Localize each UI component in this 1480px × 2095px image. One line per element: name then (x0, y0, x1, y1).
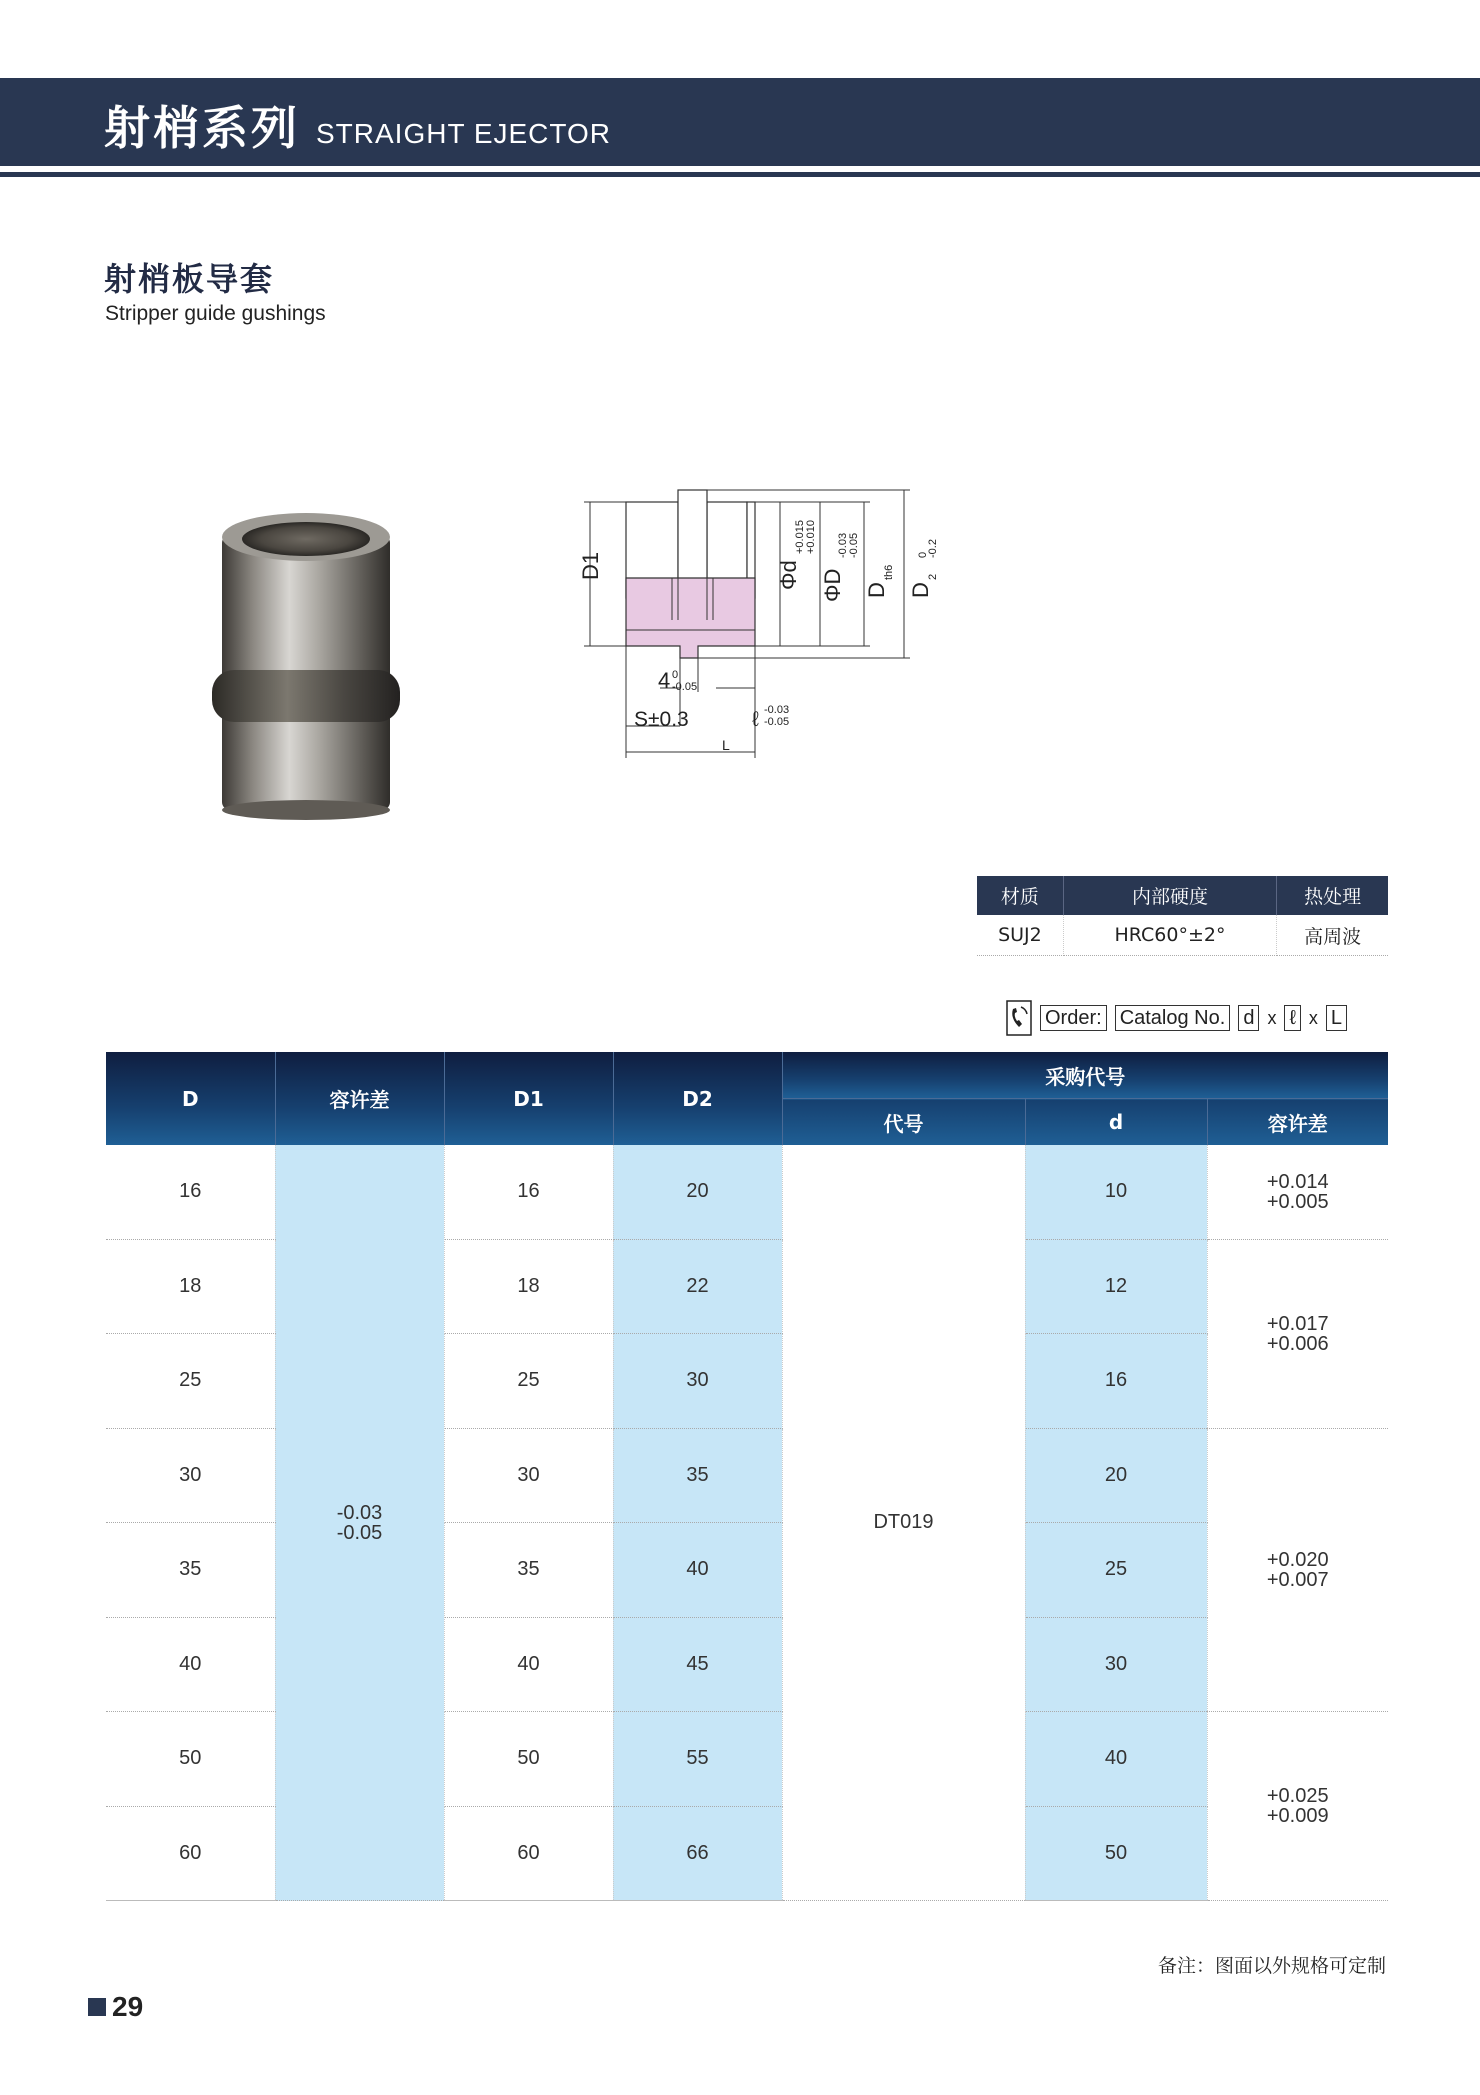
header-title-en: STRAIGHT EJECTOR (316, 118, 612, 149)
cell-D1: 25 (444, 1334, 613, 1429)
d-tolerance-lower: +0.005 (1266, 1190, 1329, 1213)
phone-icon (1006, 1000, 1032, 1036)
cell-d: 16 (1025, 1334, 1207, 1429)
cell-D2: 66 (613, 1806, 782, 1901)
mat-value-hardness: HRC60°±2° (1063, 915, 1276, 956)
drawing-label-d2-sub: 2 (927, 573, 939, 580)
drawing-tol-d2-lower: -0.2 (927, 539, 939, 558)
d-tolerance-lower: +0.007 (1266, 1568, 1329, 1591)
cell-D2: 40 (613, 1523, 782, 1618)
header-D1: D1 (444, 1052, 613, 1145)
mat-value-heat: 高周波 (1277, 915, 1388, 956)
drawing-label-d1: D1 (578, 551, 603, 580)
header-d-tolerance: 容许差 (1207, 1099, 1388, 1146)
header-d: d (1025, 1099, 1207, 1146)
header-title-cn: 射梢系列 (104, 101, 300, 155)
d-tolerance-lower: +0.009 (1266, 1805, 1329, 1827)
header-code: 代号 (782, 1099, 1025, 1146)
cell-D1: 35 (444, 1523, 613, 1618)
cell-D1: 16 (444, 1145, 613, 1239)
drawing-tol-l-small-lower: -0.05 (764, 716, 790, 728)
order-line (1006, 998, 1347, 1038)
drawing-label-phi-D: ΦD (820, 568, 845, 602)
cell-d: 30 (1025, 1617, 1207, 1712)
cell-D2: 20 (613, 1145, 782, 1239)
order-catalog: Catalog No. (1115, 1005, 1231, 1031)
cell-D1: 18 (444, 1239, 613, 1334)
cell-D1: 40 (444, 1617, 613, 1712)
cell-d: 40 (1025, 1712, 1207, 1807)
cell-d-tolerance (1207, 1145, 1388, 1239)
cell-D2: 30 (613, 1334, 782, 1429)
page-marker (88, 1998, 106, 2016)
drawing-label-phi-d: Φd (776, 560, 801, 590)
cell-D: 18 (106, 1239, 275, 1334)
d-tolerance-upper: +0.014 (1266, 1170, 1329, 1193)
cell-d: 20 (1025, 1428, 1207, 1523)
drawing-label-th6: th6 (883, 564, 895, 580)
page-number: 29 (112, 1991, 144, 2022)
cell-D1: 30 (444, 1428, 613, 1523)
cell-D: 30 (106, 1428, 275, 1523)
drawing-tol-d2-upper: 0 (917, 551, 929, 558)
mat-header-material: 材质 (977, 876, 1063, 915)
section-title-en: Stripper guide gushings (105, 302, 326, 325)
footer-note: 备注：图面以外规格可定制 (1158, 1955, 1387, 1977)
cell-tolerance-shared (275, 1145, 444, 1901)
cell-d: 12 (1025, 1239, 1207, 1334)
order-label: Order: (1040, 1005, 1107, 1031)
material-table (977, 876, 1388, 956)
spec-table (106, 1052, 1388, 1901)
cell-code-shared: DT019 (782, 1145, 1025, 1901)
order-x1: x (1267, 1007, 1277, 1028)
product-photo (200, 510, 420, 820)
order-x2: x (1308, 1007, 1318, 1028)
header-D2: D2 (613, 1052, 782, 1145)
order-l: L (1326, 1005, 1347, 1031)
drawing-tol-phi-d-upper: +0.015 (794, 520, 806, 554)
drawing-tol-phi-d-lower: +0.010 (805, 520, 817, 554)
cell-D: 60 (106, 1806, 275, 1901)
cell-D: 35 (106, 1523, 275, 1618)
header-tolerance: 容许差 (275, 1052, 444, 1145)
mat-header-heat: 热处理 (1277, 876, 1388, 915)
section-highlight (626, 578, 755, 658)
section-title-cn: 射梢板导套 (104, 260, 275, 298)
tolerance-upper: -0.03 (336, 1501, 383, 1524)
cell-D1: 60 (444, 1806, 613, 1901)
drawing-tol-groove-upper: 0 (672, 669, 679, 681)
d-tolerance-upper: +0.017 (1266, 1312, 1329, 1335)
order-d: d (1238, 1005, 1259, 1031)
cell-d-tolerance (1207, 1712, 1388, 1901)
d-tolerance-lower: +0.006 (1266, 1332, 1329, 1355)
order-l-small: ℓ (1284, 1005, 1300, 1031)
cell-D2: 35 (613, 1428, 782, 1523)
cell-D2: 22 (613, 1239, 782, 1334)
cell-D: 40 (106, 1617, 275, 1712)
cell-d-tolerance (1207, 1428, 1388, 1712)
mat-value-material: SUJ2 (977, 915, 1063, 956)
tolerance-lower: -0.05 (336, 1521, 383, 1544)
drawing-tol-groove-lower: -0.05 (672, 681, 698, 693)
cell-d: 25 (1025, 1523, 1207, 1618)
cell-D1: 50 (444, 1712, 613, 1807)
mat-header-hardness: 内部硬度 (1063, 876, 1276, 915)
cell-d: 50 (1025, 1806, 1207, 1901)
header-rule (0, 172, 1480, 177)
cell-d: 10 (1025, 1145, 1207, 1239)
technical-drawing (550, 480, 1010, 770)
drawing-tol-l-small-upper: -0.03 (764, 704, 790, 716)
d-tolerance-upper: +0.025 (1266, 1785, 1329, 1807)
drawing-label-d2: D (908, 582, 933, 598)
cell-D: 25 (106, 1334, 275, 1429)
table-row (106, 1145, 1388, 1239)
drawing-tol-phi-D-lower: -0.05 (848, 532, 860, 558)
drawing-label-l: L (722, 737, 730, 753)
drawing-label-d-th6: D (864, 582, 889, 598)
cell-D: 16 (106, 1145, 275, 1239)
drawing-label-l-small: ℓ (752, 708, 759, 731)
drawing-label-s: S±0.3 (634, 708, 689, 731)
header-purchase-code: 采购代号 (782, 1052, 1388, 1099)
header-D: D (106, 1052, 275, 1145)
cell-d-tolerance (1207, 1239, 1388, 1428)
cell-D2: 45 (613, 1617, 782, 1712)
drawing-tol-phi-D-upper: -0.03 (837, 532, 849, 558)
cell-D: 50 (106, 1712, 275, 1807)
drawing-label-groove: 4 (658, 668, 671, 693)
d-tolerance-upper: +0.020 (1266, 1548, 1329, 1571)
cell-D2: 55 (613, 1712, 782, 1807)
